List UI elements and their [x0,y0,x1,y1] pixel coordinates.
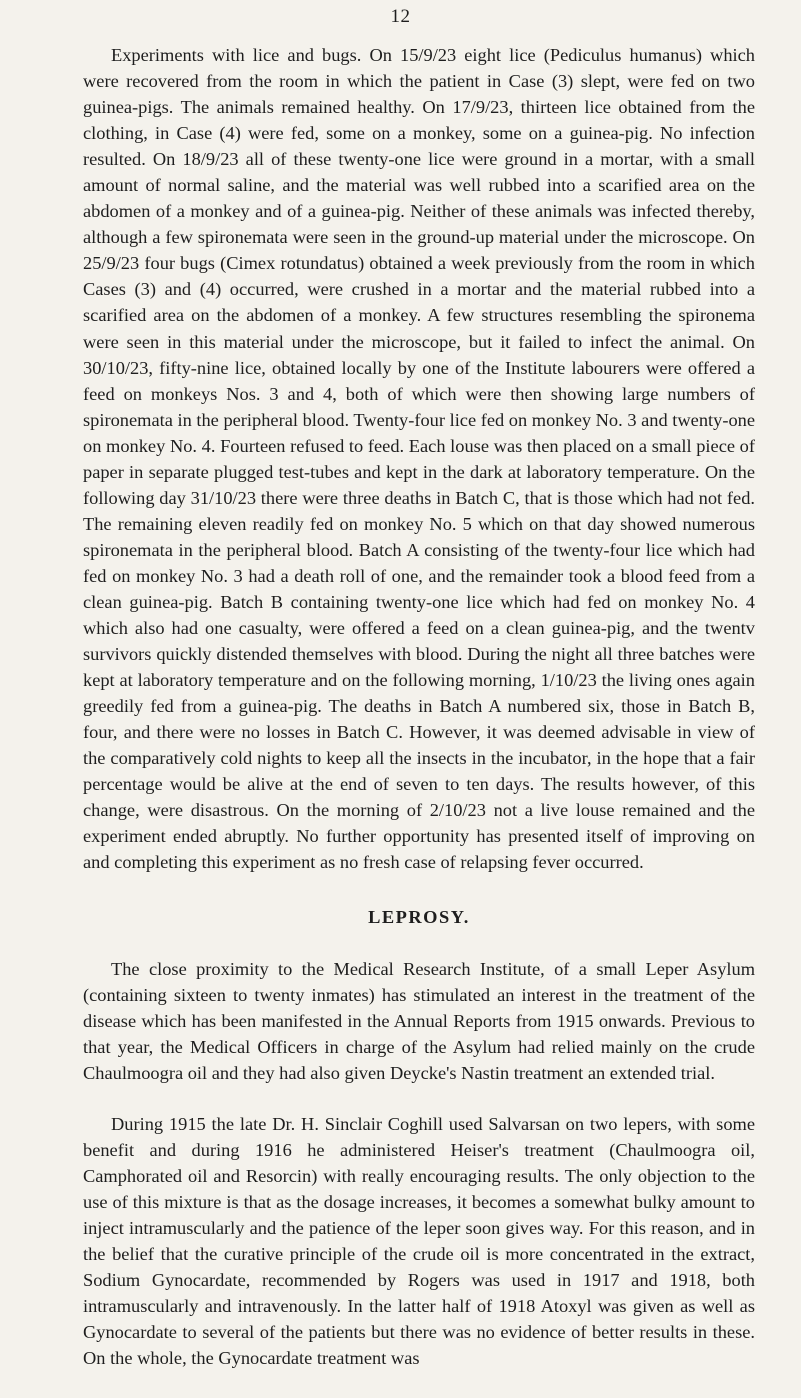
spacer [83,930,755,956]
paragraph-leprosy-2: During 1915 the late Dr. H. Sinclair Coghill used Salvarsan on two lepers, with some benefit and during 1916 he administered Heiser's treatment (Chaulmoogra oil, Camphorated oil and Resorcin) with really encouraging results. The only objection to the use of this mixture is that as the dosage increases, it becomes a somewhat bulky amount to inject intramuscularly and the patience of the leper soon gives way. For this reason, and in the belief that the curative principle of the crude oil is more concentrated in the extract, Sodium Gynocardate, recommended by Rogers was used in 1917 and 1918, both intramuscularly and intravenously. In the latter half of 1918 Atoxyl was given as well as Gynocardate to several of the patients but there was no evidence of better results in these. On the whole, the Gynocardate treatment was [83,1113,755,1369]
section-heading-leprosy: LEPROSY. [368,906,470,927]
paragraph-leprosy-1: The close proximity to the Medical Research Institute, of a small Leper Asylum (containing sixteen to twenty inmates) has stimulated an interest in the treatment of the disease which has been manifested in the Annual Reports from 1915 onwards. Previous to that year, the Medical Officers in charge of the Asylum had relied mainly on the crude Chaulmoogra oil and they had also given Deycke's Nastin treatment an extended trial. [83,958,755,1083]
paragraph-lice-experiments: Experiments with lice and bugs. On 15/9/23 eight lice (Pediculus humanus) which were recovered from the room in which the patient in Case (3) slept, were fed on two guinea-pigs. The animals remained healthy. On 17/9/23, thirteen lice obtained from the clothing, in Case (4) were fed, some on a monkey, some on a guinea-pig. No infection resulted. On 18/9/23 all of these twenty-one lice were ground in a mortar, with a small amount of normal saline, and the material was well rubbed into a scarified area on the abdomen of a monkey and of a guinea-pig. Neither of these animals was infected thereby, although a few spironemata were seen in the ground-up material under the microscope. On 25/9/23 four bugs (Cimex rotundatus) obtained a week previously from the room in which Cases (3) and (4) occurred, were crushed in a mortar and the material rubbed into a scarified area on the abdomen of a monkey. A few structures resembling the spironema were seen in this material under the microscope, but it failed to infect the animal. On 30/10/23, fifty-nine lice, obtained locally by one of the Institute labourers were offered a feed on monkeys Nos. 3 and 4, both of which were then showing large numbers of spironemata in the peripheral blood. Twenty-four lice fed on monkey No. 3 and twenty-one on monkey No. 4. Fourteen refused to feed. Each louse was then placed on a small piece of paper in separate plugged test-tubes and kept in the dark at laboratory temperature. On the following day 31/10/23 there were three deaths in Batch C, that is those which had not fed. The remaining eleven readily fed on monkey No. 5 which on that day showed numerous spironemata in the peripheral blood. Batch A consisting of the twenty-four lice which had fed on monkey No. 3 had a death roll of one, and the remainder took a blood feed from a clean guinea-pig. Batch B containing twenty-one lice which had fed on monkey No. 4 which also had one casualty, were offered a feed on a clean guinea-pig, and the twentv survivors quickly distended themselves with blood. During the night all three batches were kept at laboratory temperature and on the following morning, 1/10/23 the living ones again greedily fed from a guinea-pig. The deaths in Batch A numbered six, those in Batch B, four, and there were no losses in Batch C. However, it was deemed advisable in view of the comparatively cold nights to keep all the insects in the incubator, in the hope that a fair percentage would be alive at the end of seven to ten days. The results however, of this change, were disastrous. On the morning of 2/10/23 not a live louse remained and the experiment ended abruptly. No further opportunity has presented itself of improving on and completing this experiment as no fresh case of relapsing fever occurred. [83,45,755,873]
page-body [83,42,755,1371]
page-number: 12 [390,6,411,27]
spacer [83,1086,755,1111]
spacer [83,876,755,904]
